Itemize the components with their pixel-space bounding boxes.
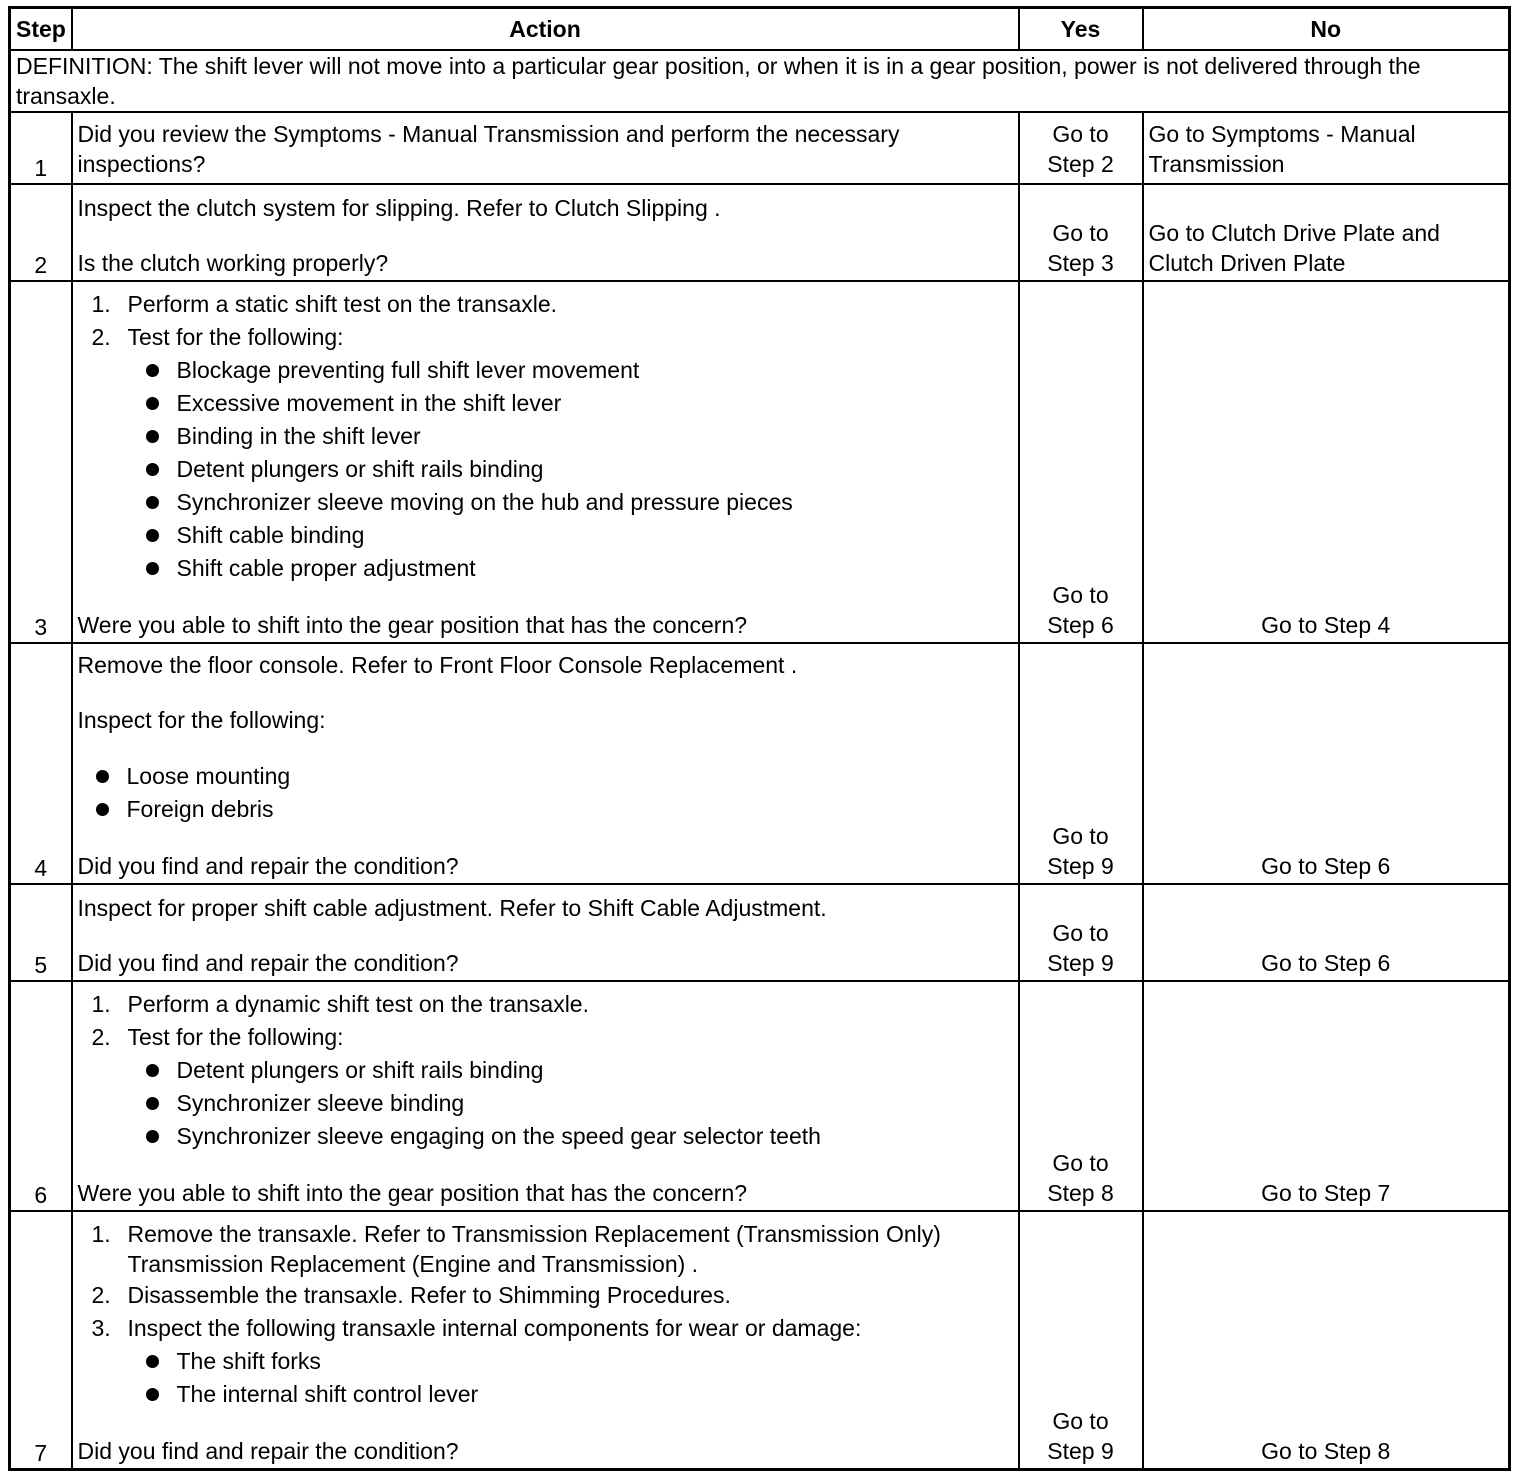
step-number: 4 bbox=[10, 643, 72, 884]
list-item: Shift cable proper adjustment bbox=[78, 552, 1013, 585]
table-header-row bbox=[10, 8, 1510, 51]
list-item: Detent plungers or shift rails binding bbox=[78, 1054, 1013, 1087]
no-link[interactable]: Go to Symptoms - Manual Transmission bbox=[1143, 112, 1510, 184]
definition-row bbox=[10, 50, 1510, 112]
bullet-list bbox=[78, 1054, 1013, 1153]
list-item: 3. Inspect the following transaxle internal components for wear or damage: The shift forks The internal shift control lever bbox=[78, 1312, 1013, 1411]
header-yes: Yes bbox=[1019, 8, 1143, 51]
definition-text: DEFINITION: The shift lever will not move into a particular gear position, or when it is in a gear position, power is not delivered through the transaxle. bbox=[10, 50, 1510, 112]
action-cell bbox=[72, 281, 1019, 643]
step-number: 1 bbox=[10, 112, 72, 184]
table-row bbox=[10, 981, 1510, 1211]
action-cell bbox=[72, 884, 1019, 981]
list-item: Synchronizer sleeve moving on the hub and pressure pieces bbox=[78, 486, 1013, 519]
yes-link[interactable]: Go to Step 3 bbox=[1019, 184, 1143, 281]
diagnostic-table bbox=[8, 6, 1511, 1471]
yes-link[interactable]: Go to Step 9 bbox=[1019, 1211, 1143, 1469]
list-item: 1. Perform a dynamic shift test on the transaxle. bbox=[91, 991, 589, 1017]
list-item: 1. Perform a static shift test on the transaxle. bbox=[91, 291, 558, 317]
numbered-list bbox=[78, 1219, 1013, 1411]
list-item: Blockage preventing full shift lever movement bbox=[78, 354, 1013, 387]
list-item: Loose mounting bbox=[78, 760, 1013, 793]
yes-link[interactable]: Go to Step 8 bbox=[1019, 981, 1143, 1211]
action-cell bbox=[72, 643, 1019, 884]
bullet-list bbox=[78, 354, 1013, 585]
list-item: 2. Test for the following: Blockage preventing full shift lever movement Excessive movement in the shift lever Binding in the shift lever Detent plungers or shift rails binding Synchronizer sleeve moving on the hub and pressure pieces Shift cable binding Shift cable proper adjustment bbox=[78, 321, 1013, 585]
action-cell bbox=[72, 981, 1019, 1211]
bullet-list bbox=[78, 1345, 1013, 1411]
table-row bbox=[10, 184, 1510, 281]
header-action: Action bbox=[72, 8, 1019, 51]
action-text: Inspect for proper shift cable adjustment. Refer to Shift Cable Adjustment. bbox=[77, 895, 827, 921]
list-item: The shift forks bbox=[78, 1345, 1013, 1378]
list-item: Shift cable binding bbox=[78, 519, 1013, 552]
question-text: Were you able to shift into the gear position that has the concern? bbox=[77, 612, 748, 638]
list-item: 2. Disassemble the transaxle. Refer to Shimming Procedures. bbox=[91, 1281, 731, 1308]
question-text: Did you find and repair the condition? bbox=[77, 950, 459, 976]
action-text: Inspect the clutch system for slipping. Refer to Clutch Slipping . bbox=[77, 195, 721, 221]
list-item: Binding in the shift lever bbox=[78, 420, 1013, 453]
action-text: Remove the floor console. Refer to Front Floor Console Replacement . bbox=[77, 652, 798, 678]
step-number: 2 bbox=[10, 184, 72, 281]
table-row bbox=[10, 643, 1510, 884]
step-number: 7 bbox=[10, 1211, 72, 1469]
no-link[interactable]: Go to Step 4 bbox=[1143, 281, 1510, 643]
table-row bbox=[10, 281, 1510, 643]
list-item: Detent plungers or shift rails binding bbox=[78, 453, 1013, 486]
yes-link[interactable]: Go to Step 6 bbox=[1019, 281, 1143, 643]
table-row bbox=[10, 1211, 1510, 1469]
question-text: Did you find and repair the condition? bbox=[77, 1437, 459, 1464]
action-cell bbox=[72, 1211, 1019, 1469]
header-no: No bbox=[1143, 8, 1510, 51]
action-cell bbox=[72, 184, 1019, 281]
list-item: 2. Test for the following: Detent plungers or shift rails binding Synchronizer sleeve binding Synchronizer sleeve engaging on the speed gear selector teeth bbox=[78, 1021, 1013, 1153]
table-row bbox=[10, 884, 1510, 981]
list-item: Synchronizer sleeve binding bbox=[78, 1087, 1013, 1120]
question-text: Were you able to shift into the gear position that has the concern? bbox=[77, 1180, 748, 1206]
step-number: 3 bbox=[10, 281, 72, 643]
table-row bbox=[10, 112, 1510, 184]
yes-link[interactable]: Go to Step 9 bbox=[1019, 643, 1143, 884]
action-text: Inspect for the following: bbox=[77, 707, 326, 733]
no-link[interactable]: Go to Step 6 bbox=[1143, 643, 1510, 884]
no-link[interactable]: Go to Clutch Drive Plate and Clutch Driven Plate bbox=[1143, 184, 1510, 281]
diagnostic-table-container bbox=[8, 6, 1511, 1471]
list-item: The internal shift control lever bbox=[78, 1378, 1013, 1411]
question-text: Did you find and repair the condition? bbox=[77, 853, 459, 879]
header-step: Step bbox=[10, 8, 72, 51]
step-number: 5 bbox=[10, 884, 72, 981]
list-item: Foreign debris bbox=[78, 793, 1013, 826]
question-text: Is the clutch working properly? bbox=[77, 250, 389, 276]
no-link[interactable]: Go to Step 8 bbox=[1143, 1211, 1510, 1469]
list-item: Synchronizer sleeve engaging on the speed gear selector teeth bbox=[78, 1120, 1013, 1153]
list-item: Excessive movement in the shift lever bbox=[78, 387, 1013, 420]
yes-link[interactable]: Go to Step 2 bbox=[1019, 112, 1143, 184]
no-link[interactable]: Go to Step 6 bbox=[1143, 884, 1510, 981]
bullet-list bbox=[78, 760, 1013, 826]
numbered-list bbox=[78, 288, 1013, 585]
numbered-list bbox=[78, 988, 1013, 1153]
yes-link[interactable]: Go to Step 9 bbox=[1019, 884, 1143, 981]
list-item: 1. Remove the transaxle. Refer to Transmission Replacement (Transmission Only) Transmission Replacement (Engine and Transmission) . bbox=[91, 1220, 941, 1277]
step-number: 6 bbox=[10, 981, 72, 1211]
action-text: Did you review the Symptoms - Manual Transmission and perform the necessary inspections? bbox=[72, 112, 1019, 184]
no-link[interactable]: Go to Step 7 bbox=[1143, 981, 1510, 1211]
